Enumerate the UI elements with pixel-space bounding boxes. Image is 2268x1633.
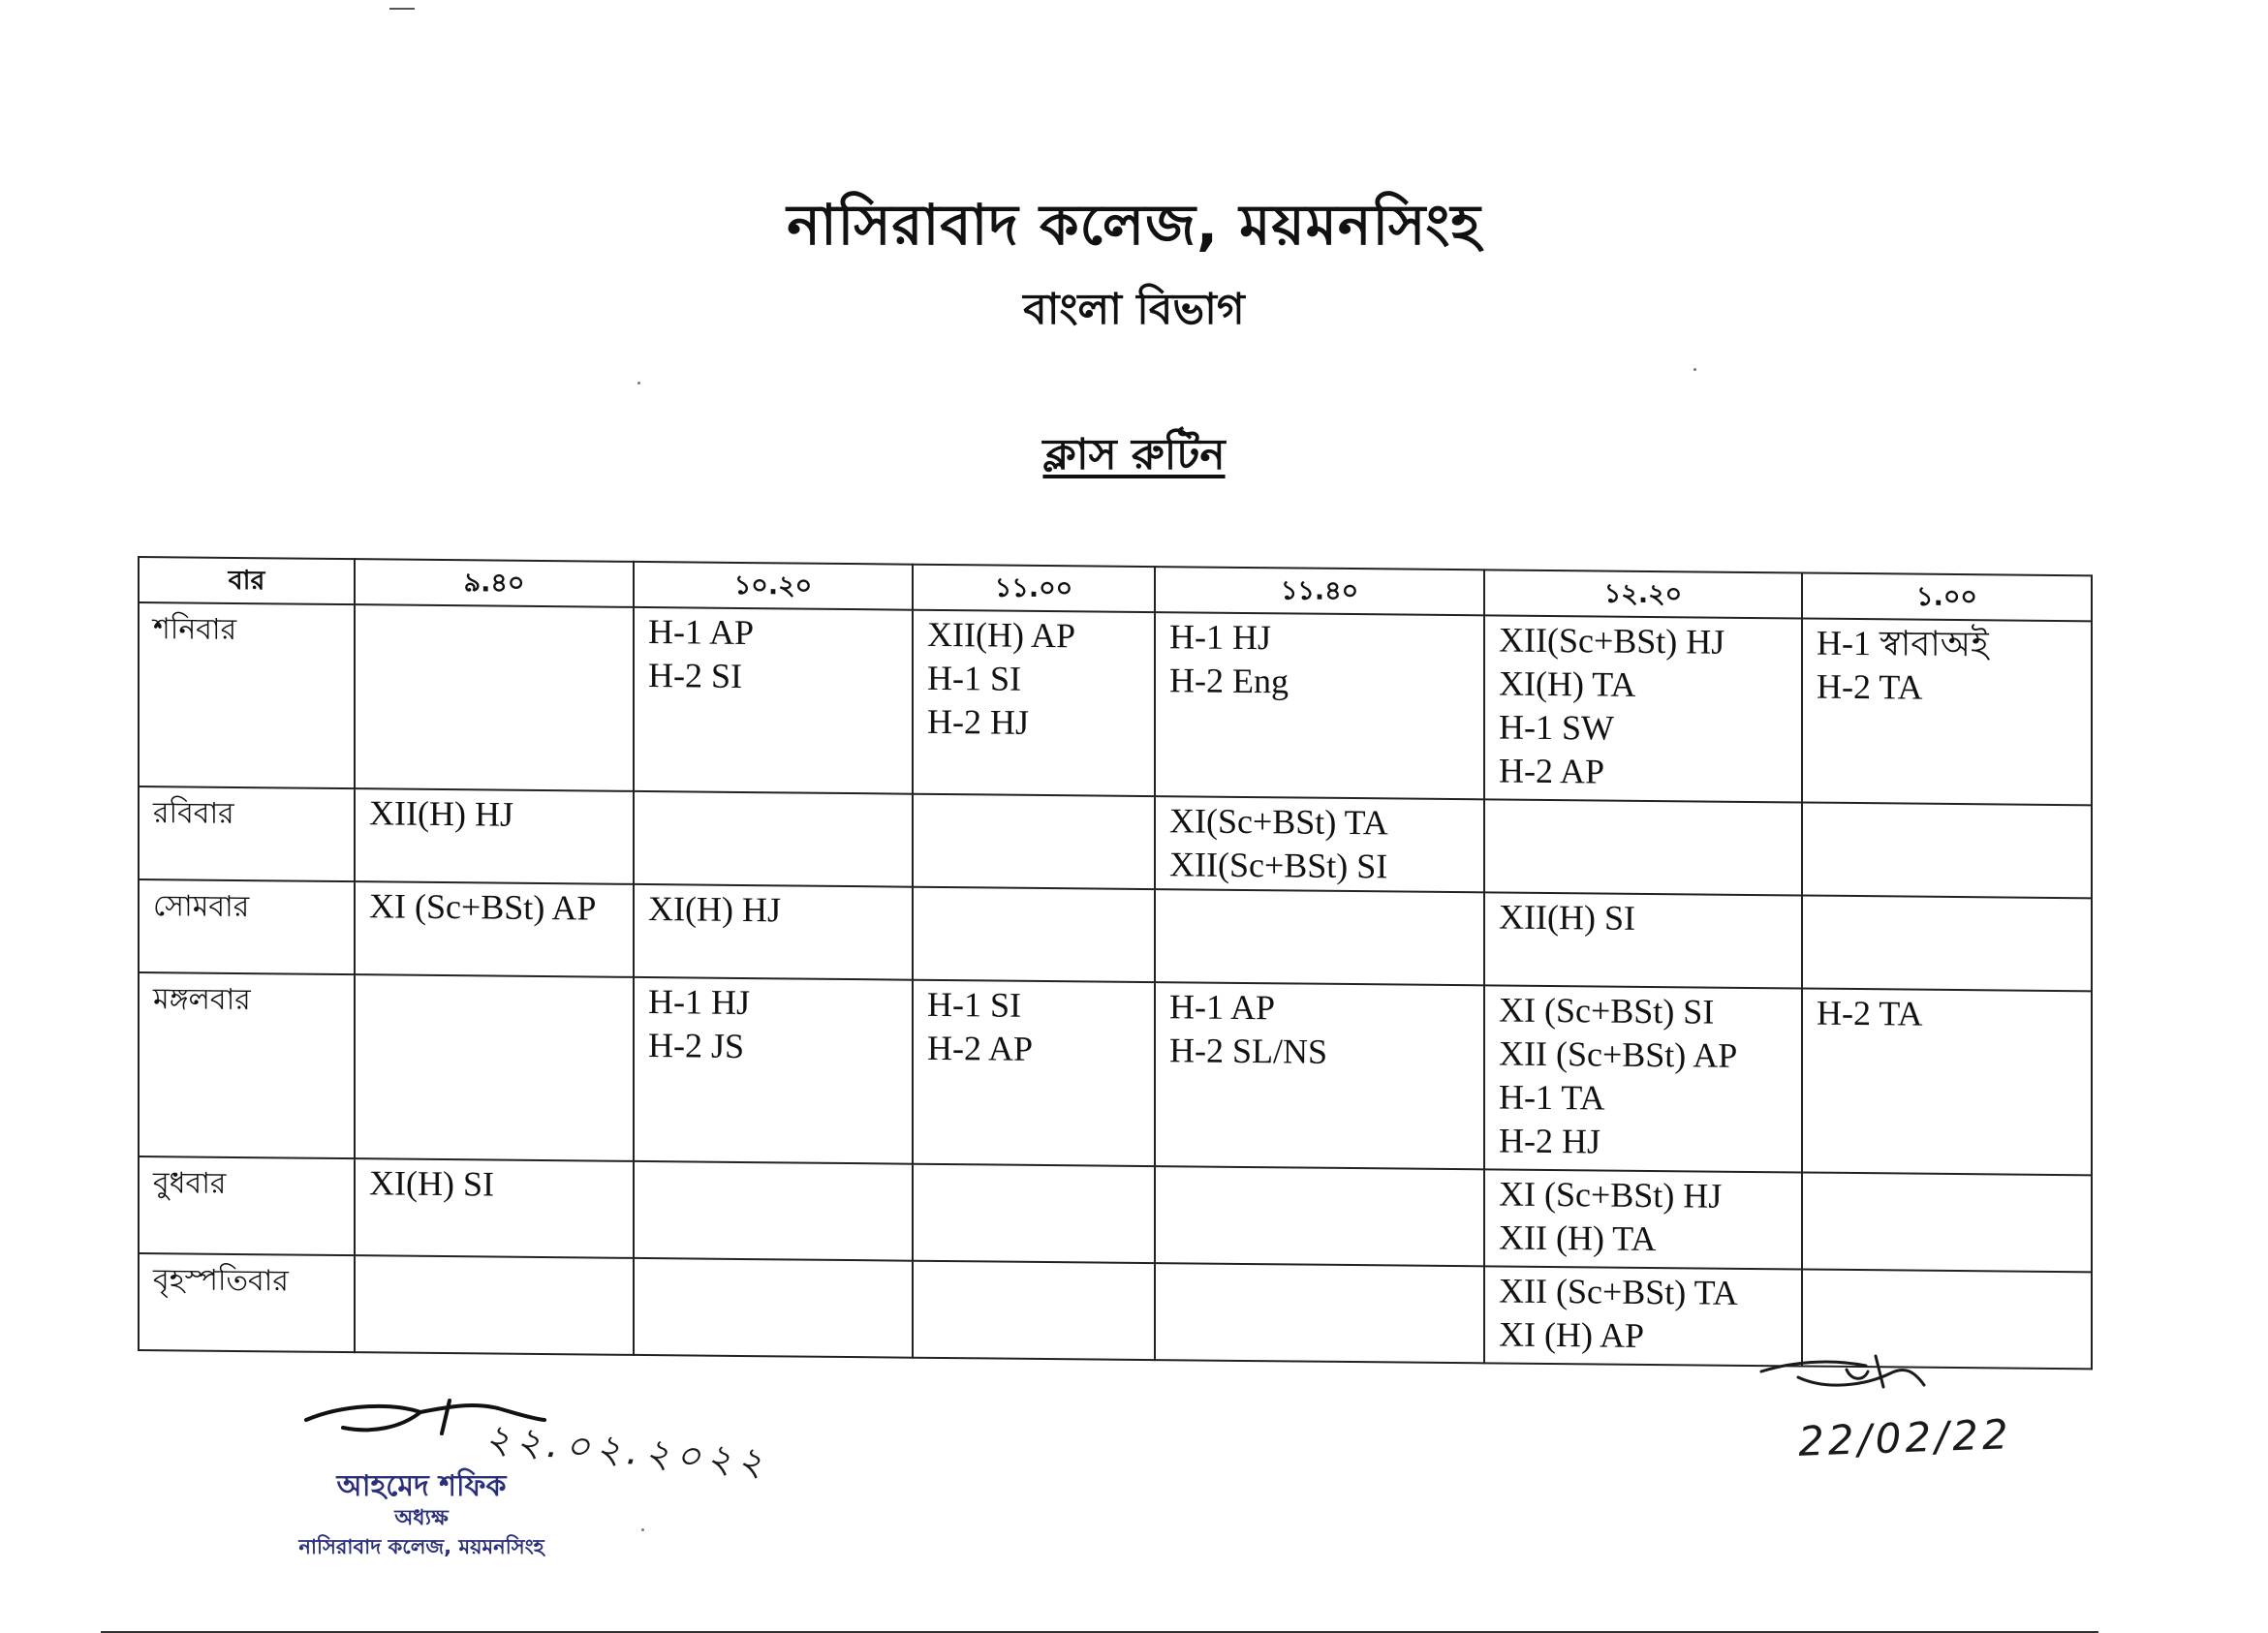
column-header-slot-1: ৯.৪০: [355, 559, 634, 607]
stamp-organization: নাসিরাবাদ কলেজ, ময়মনসিংহ: [298, 1535, 544, 1558]
stamp-role: অধ্যক্ষ: [394, 1506, 449, 1530]
class-entry: H-1 স্বাবাঅই: [1817, 623, 1989, 664]
class-entry: H-2 HJ: [1499, 1121, 1600, 1161]
day-cell: বৃহস্পতিবার: [139, 1253, 355, 1352]
slot-cell: [913, 1164, 1155, 1263]
slot-cell: [913, 887, 1155, 982]
class-entry: XI (Sc+BSt) AP: [369, 886, 597, 928]
class-entry: XII(H) HJ: [369, 793, 513, 834]
class-entry: H-2 AP: [1499, 751, 1605, 791]
document-title: ক্লাস রুটিন: [1042, 430, 1226, 479]
class-entry: H-1 HJ: [1169, 617, 1271, 658]
class-entry: H-1 SW: [1499, 707, 1614, 748]
slot-cell: [913, 1261, 1155, 1360]
day-cell: রবিবার: [139, 786, 355, 881]
slot-cell: [1802, 618, 2092, 805]
scan-speck: [641, 1528, 644, 1531]
slot-cell: [634, 977, 913, 1164]
stamp-name: আহমেদ শফিক: [336, 1469, 507, 1503]
routine-row: [139, 972, 2092, 1175]
slot-cell: [1802, 988, 2092, 1175]
slot-cell: [1155, 889, 1484, 985]
slot-cell: [355, 788, 634, 884]
head-signature: [1759, 1352, 1943, 1410]
class-entry: H-2 SL/NS: [1169, 1031, 1328, 1071]
class-entry: H-2 SI: [648, 656, 742, 695]
slot-cell: [1484, 1169, 1802, 1269]
department-name: বাংলা বিভাগ: [1023, 285, 1245, 334]
class-entry: XI(H) SI: [369, 1163, 494, 1204]
slot-cell: [1155, 612, 1484, 799]
class-entry: H-2 HJ: [927, 701, 1029, 742]
slot-cell: [913, 610, 1155, 796]
college-name: নাসিরাবাদ কলেজ, ময়মনসিংহ: [787, 192, 1481, 258]
class-entry: H-2 AP: [927, 1028, 1034, 1068]
class-entry: H-1 AP: [1169, 987, 1276, 1028]
slot-cell: [634, 884, 913, 980]
class-routine-table: [138, 556, 2093, 1370]
column-header-slot-5: ১২.২০: [1484, 570, 1802, 618]
class-entry: H-1 TA: [1499, 1077, 1605, 1118]
slot-cell: [355, 974, 634, 1161]
scan-speck: [1693, 368, 1696, 371]
slot-cell: [634, 607, 913, 794]
column-header-slot-4: ১১.৪০: [1155, 567, 1484, 615]
class-entry: XII (Sc+BSt) AP: [1499, 1033, 1738, 1075]
slot-cell: [355, 881, 634, 977]
slot-cell: [1802, 895, 2092, 991]
slot-cell: [1484, 985, 1802, 1172]
class-entry: H-1 SI: [927, 984, 1021, 1025]
principal-stamp: [291, 1468, 552, 1561]
class-entry: H-2 TA: [1817, 666, 1923, 707]
scan-speck: [637, 382, 640, 385]
routine-row: [139, 602, 2092, 805]
slot-cell: [355, 1158, 634, 1258]
slot-cell: [913, 980, 1155, 1166]
slot-cell: [1802, 802, 2092, 898]
day-cell: শনিবার: [139, 602, 355, 788]
slot-cell: [1484, 615, 1802, 802]
column-header-slot-6: ১.০০: [1802, 572, 2092, 621]
class-entry: XII (H) TA: [1499, 1217, 1657, 1259]
slot-cell: [1155, 1166, 1484, 1266]
slot-cell: [1802, 1172, 2092, 1272]
class-entry: H-1 AP: [648, 612, 755, 653]
class-entry: XI(H) TA: [1499, 663, 1636, 704]
slot-cell: [1484, 892, 1802, 988]
class-entry: H-1 SI: [927, 658, 1021, 698]
slot-cell: [913, 794, 1155, 889]
class-entry: H-1 HJ: [648, 982, 750, 1023]
class-entry: XII(H) AP: [927, 614, 1075, 656]
column-header-slot-2: ১০.২০: [634, 562, 913, 610]
slot-cell: [1484, 799, 1802, 895]
slot-cell: [634, 791, 913, 887]
slot-cell: [1155, 1263, 1484, 1363]
slot-cell: [355, 604, 634, 791]
day-cell: বুধবার: [139, 1156, 355, 1255]
day-cell: মঙ্গলবার: [139, 972, 355, 1158]
class-entry: H-2 TA: [1817, 993, 1923, 1033]
class-entry: XI (Sc+BSt) HJ: [1499, 1174, 1723, 1216]
slot-cell: [1155, 796, 1484, 892]
day-cell: সোমবার: [139, 879, 355, 974]
column-header-day: বার: [139, 557, 355, 604]
slot-cell: [1155, 982, 1484, 1169]
class-entry: XII(H) SI: [1499, 897, 1635, 938]
principal-signature-date: ২২.০২.২০২২: [482, 1416, 771, 1486]
head-signature-date: 22/02/22: [1797, 1410, 2013, 1465]
slot-cell: [1484, 1266, 1802, 1366]
class-entry: XI(H) HJ: [648, 889, 781, 930]
class-entry: H-2 JS: [648, 1026, 745, 1066]
class-entry: XI (Sc+BSt) SI: [1499, 990, 1715, 1032]
class-entry: XI(Sc+BSt) TA: [1169, 801, 1388, 843]
class-entry: XII(Sc+BSt) HJ: [1499, 620, 1725, 662]
class-entry: H-2 Eng: [1169, 661, 1289, 701]
slot-cell: [355, 1255, 634, 1355]
slot-cell: [634, 1258, 913, 1358]
slot-cell: [634, 1161, 913, 1261]
class-entry: XI (H) AP: [1499, 1314, 1644, 1355]
class-entry: XII(Sc+BSt) SI: [1169, 845, 1388, 886]
column-header-slot-3: ১১.০০: [913, 565, 1155, 612]
class-entry: XII (Sc+BSt) TA: [1499, 1271, 1738, 1312]
routine-row: [139, 1156, 2092, 1272]
top-dash-mark: [389, 8, 415, 10]
